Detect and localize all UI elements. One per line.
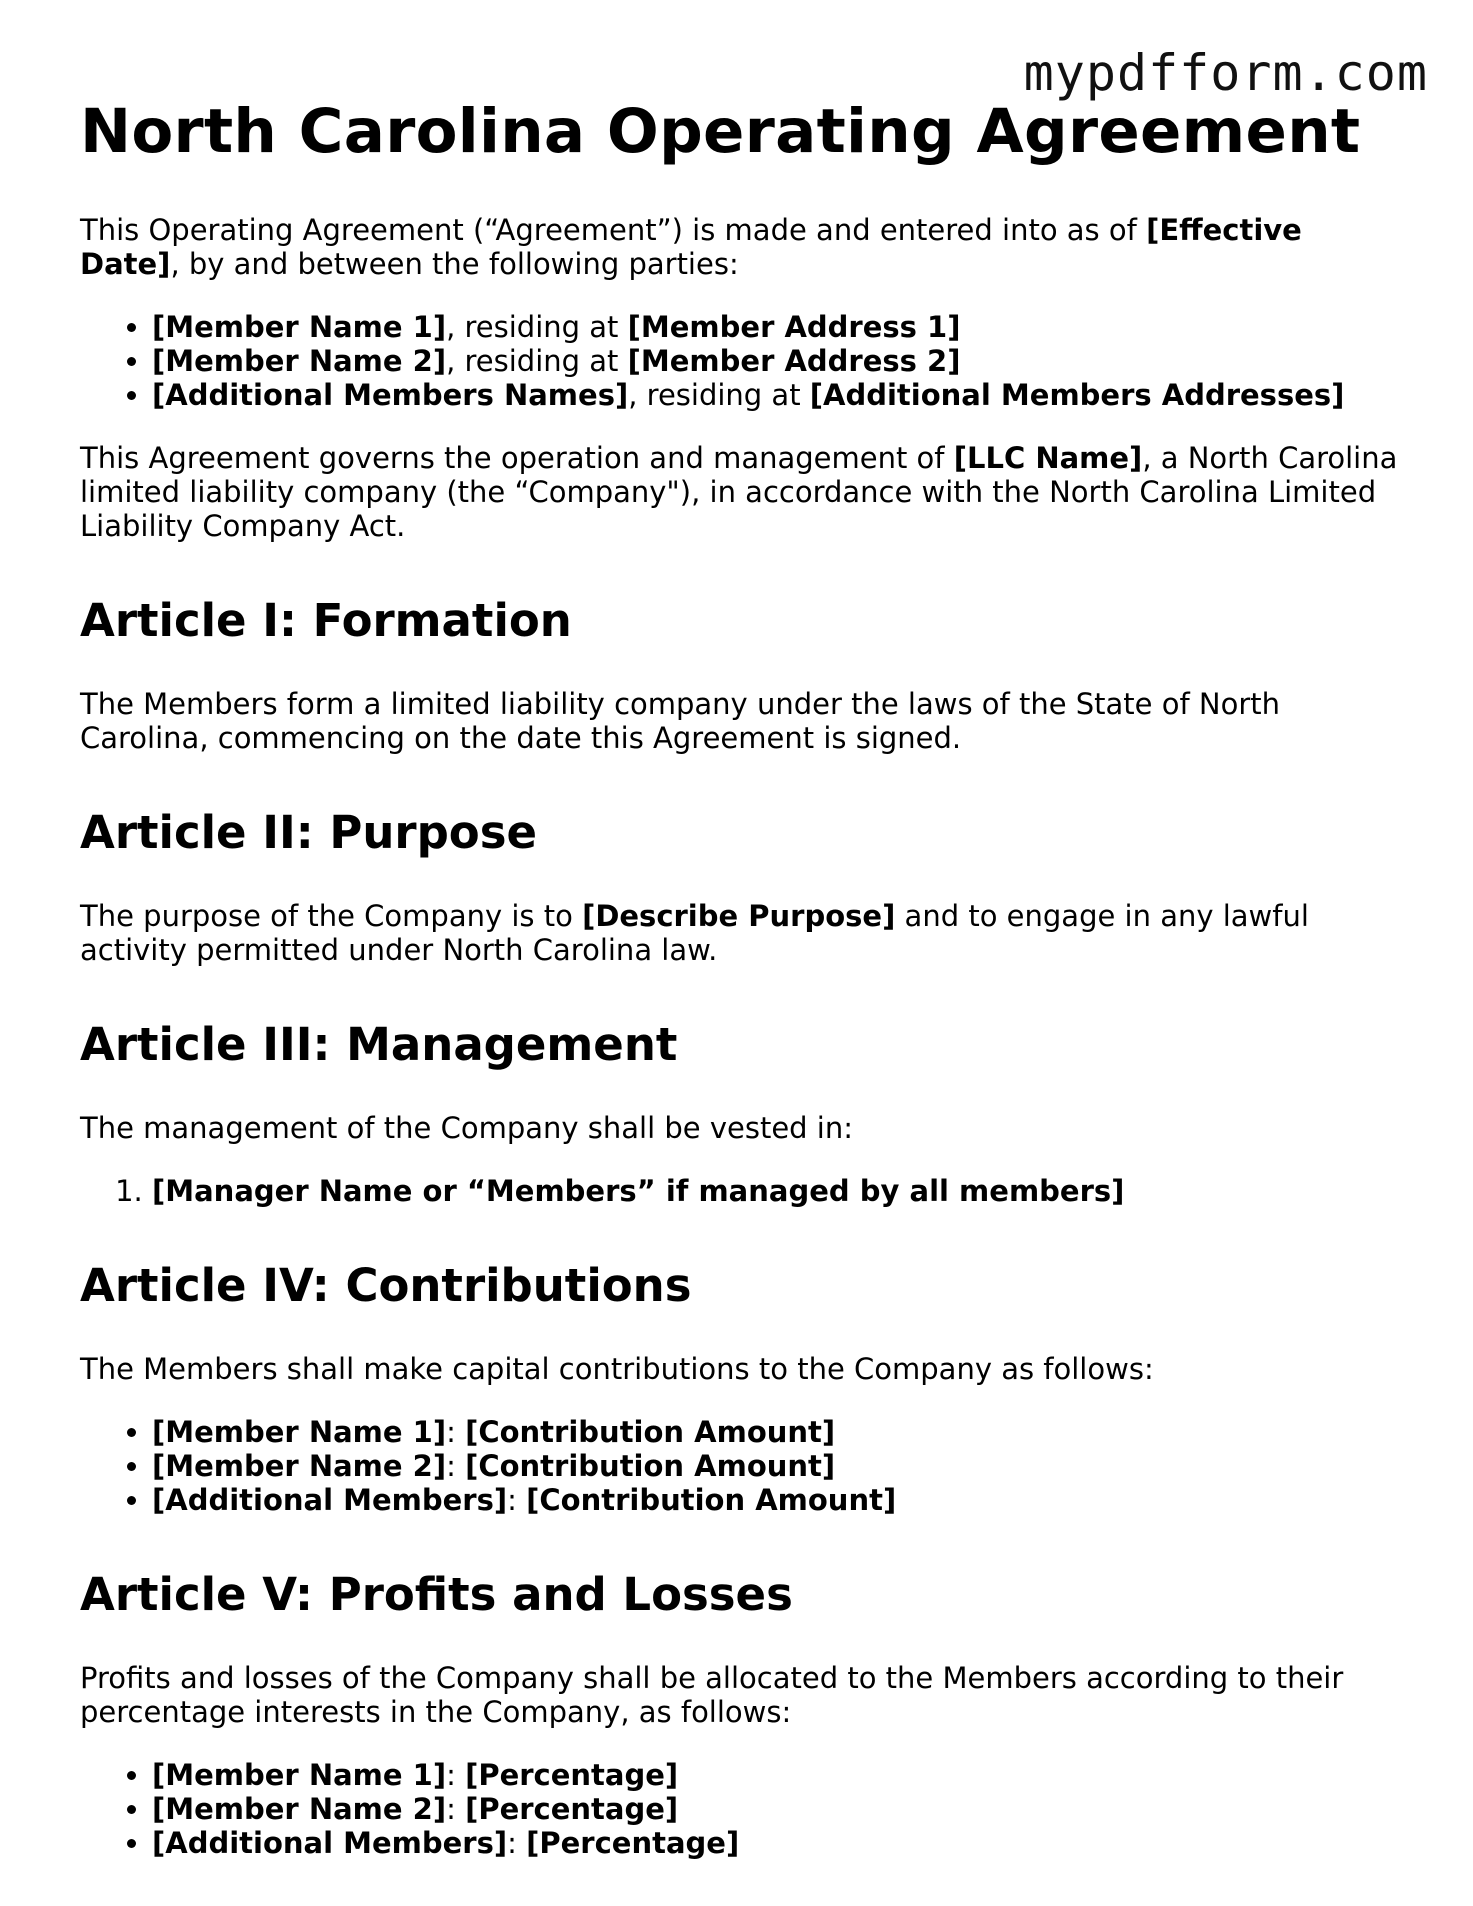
list-item bbox=[152, 1758, 1400, 1792]
document-page bbox=[80, 95, 1400, 1860]
contributions-list bbox=[80, 1415, 1400, 1517]
separator-text: , residing at bbox=[446, 344, 628, 379]
article-3-heading: Article III: Management bbox=[80, 1018, 678, 1072]
governs-suffix: , a North Carolina limited liability company (the “Company"), in accordance with the North Carolina Limited Liability Company Act. bbox=[80, 441, 1398, 544]
member-name: [Additional Members] bbox=[152, 1483, 508, 1518]
list-item bbox=[152, 1826, 1400, 1860]
list-item bbox=[152, 310, 1400, 344]
article-3-text: The management of the Company shall be vested in: bbox=[80, 1111, 854, 1146]
member-address: [Member Address 1] bbox=[627, 310, 961, 345]
article-4-heading: Article IV: Contributions bbox=[80, 1259, 692, 1313]
article-5-text: Profits and losses of the Company shall be allocated to the Members according to their percentage interests in the Company, as follows: bbox=[80, 1661, 1344, 1730]
list-item bbox=[152, 344, 1400, 378]
manager-placeholder: [Manager Name or “Members” if managed by all members] bbox=[152, 1174, 1125, 1209]
member-name: [Member Name 2] bbox=[152, 344, 447, 379]
separator-text: : bbox=[446, 1415, 466, 1450]
article-4-text: The Members shall make capital contributions to the Company as follows: bbox=[80, 1352, 1154, 1387]
separator-text: : bbox=[507, 1826, 527, 1861]
member-name: [Member Name 2] bbox=[152, 1792, 447, 1827]
list-item bbox=[152, 378, 1400, 412]
intro-prefix: This Operating Agreement (“Agreement”) is made and entered into as of bbox=[80, 213, 1147, 248]
separator-text: , residing at bbox=[446, 310, 628, 345]
separator-text: : bbox=[446, 1792, 466, 1827]
contribution-amount: [Contribution Amount] bbox=[526, 1483, 897, 1518]
intro-paragraph bbox=[80, 213, 1400, 281]
member-name: [Member Name 1] bbox=[152, 1415, 447, 1450]
separator-text: : bbox=[507, 1483, 527, 1518]
llc-name-placeholder: [LLC Name] bbox=[953, 441, 1143, 476]
member-name: [Member Name 1] bbox=[152, 310, 447, 345]
article-2-prefix: The purpose of the Company is to bbox=[80, 899, 583, 934]
article-1-text: The Members form a limited liability company under the laws of the State of North Carolina, commencing on the date this Agreement is signed. bbox=[80, 687, 1281, 756]
list-item bbox=[152, 1483, 1400, 1517]
percentage-placeholder: [Percentage] bbox=[465, 1758, 679, 1793]
parties-list bbox=[80, 310, 1400, 412]
percentage-placeholder: [Percentage] bbox=[465, 1792, 679, 1827]
member-address: [Additional Members Addresses] bbox=[809, 378, 1345, 413]
governs-paragraph bbox=[80, 441, 1400, 543]
list-item bbox=[152, 1792, 1400, 1826]
effective-date-placeholder: [Effective Date] bbox=[80, 213, 1302, 282]
article-2-suffix: and to engage in any lawful activity permitted under North Carolina law. bbox=[80, 899, 1309, 968]
watermark: mypdfform.com bbox=[1023, 44, 1428, 102]
percentage-placeholder: [Percentage] bbox=[526, 1826, 740, 1861]
member-name: [Additional Members] bbox=[152, 1826, 508, 1861]
contribution-amount: [Contribution Amount] bbox=[465, 1449, 836, 1484]
contribution-amount: [Contribution Amount] bbox=[465, 1415, 836, 1450]
intro-suffix: , by and between the following parties: bbox=[170, 247, 739, 282]
governs-prefix: This Agreement governs the operation and management of bbox=[80, 441, 954, 476]
article-5-heading: Article V: Profits and Losses bbox=[80, 1568, 793, 1622]
percentages-list bbox=[80, 1758, 1400, 1860]
separator-text: , residing at bbox=[628, 378, 810, 413]
separator-text: : bbox=[446, 1449, 466, 1484]
member-name: [Member Name 1] bbox=[152, 1758, 447, 1793]
article-1-heading: Article I: Formation bbox=[80, 594, 572, 648]
article-2-text bbox=[80, 899, 1400, 967]
list-item bbox=[152, 1174, 1400, 1208]
member-name: [Additional Members Names] bbox=[152, 378, 629, 413]
member-address: [Member Address 2] bbox=[627, 344, 961, 379]
member-name: [Member Name 2] bbox=[152, 1449, 447, 1484]
management-list bbox=[80, 1174, 1400, 1208]
list-item bbox=[152, 1415, 1400, 1449]
purpose-placeholder: [Describe Purpose] bbox=[582, 899, 896, 934]
article-2-heading: Article II: Purpose bbox=[80, 806, 538, 860]
list-item bbox=[152, 1449, 1400, 1483]
separator-text: : bbox=[446, 1758, 466, 1793]
document-title: North Carolina Operating Agreement bbox=[80, 96, 1361, 167]
